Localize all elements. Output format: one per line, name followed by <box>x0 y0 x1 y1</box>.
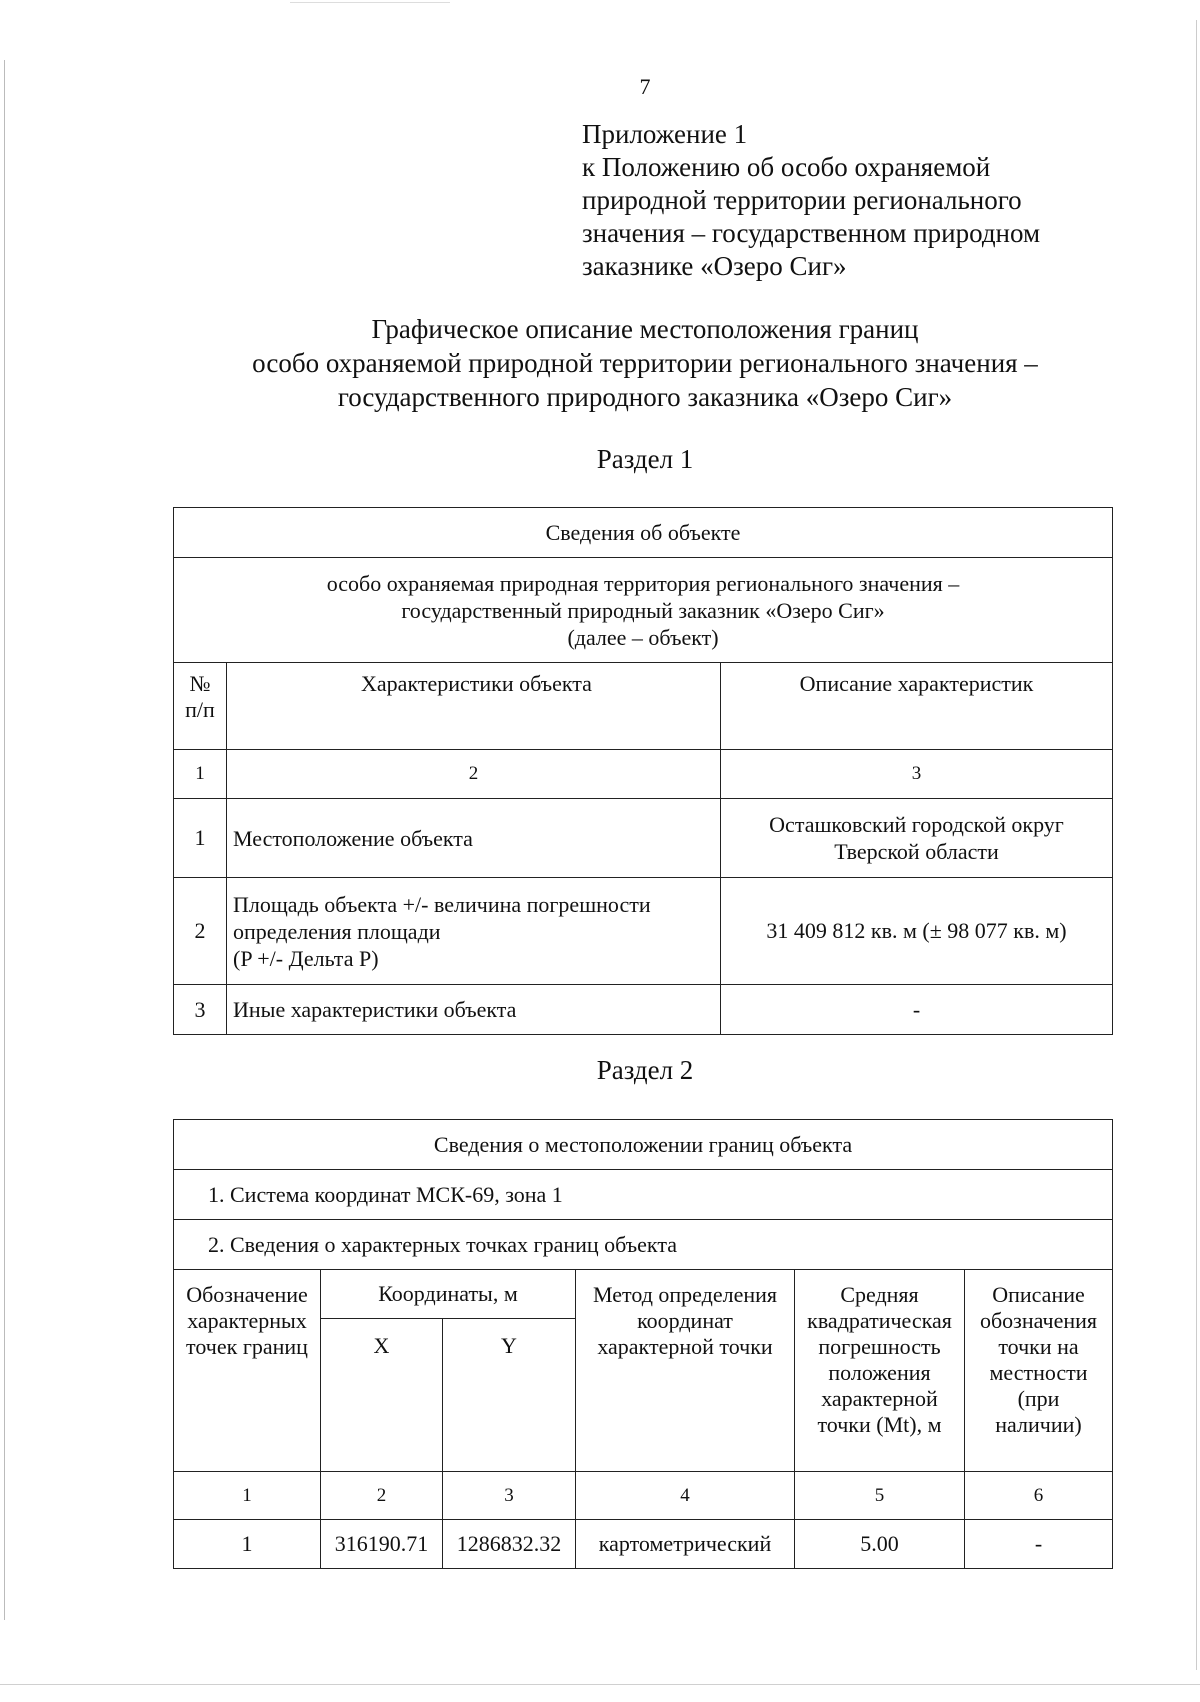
appendix-line: к Положению об особо охраняемой <box>582 152 991 182</box>
column-header-line: Обозначение <box>186 1282 308 1307</box>
column-number: 5 <box>795 1472 965 1520</box>
cell-line: Площадь объекта +/- величина погрешности <box>233 891 651 917</box>
column-header-note <box>965 1270 1113 1472</box>
row-description <box>721 799 1113 878</box>
column-header-line: характерной <box>821 1386 938 1411</box>
row-characteristic <box>227 985 721 1035</box>
table-title: Сведения об объекте <box>174 508 1113 558</box>
column-header-line: Средняя <box>840 1282 919 1307</box>
table-row <box>174 878 1113 985</box>
cell-line: Осташковский городской округ <box>769 812 1064 837</box>
point-y: 1286832.32 <box>443 1520 576 1569</box>
scan-edge-left <box>4 60 5 1620</box>
scan-edge-bottom <box>0 1684 1200 1685</box>
column-number: 1 <box>174 1472 321 1520</box>
point-error: 5.00 <box>795 1520 965 1569</box>
column-number: 4 <box>576 1472 795 1520</box>
cell-line: 31 409 812 кв. м (± 98 077 кв. м) <box>766 918 1067 943</box>
appendix-line: природной территории регионального <box>582 185 1022 215</box>
row-characteristic <box>227 878 721 985</box>
column-header-characteristics: Характеристики объекта <box>227 663 721 750</box>
object-info-table <box>173 507 1113 1035</box>
cell-line: - <box>912 996 921 1022</box>
point-designation: 1 <box>174 1520 321 1569</box>
object-line: государственный природный заказник «Озеро Сиг» <box>401 597 885 623</box>
row-characteristic <box>227 799 721 878</box>
coordinate-system-row: 1. Система координат МСК-69, зона 1 <box>174 1170 1113 1220</box>
title-line: Графическое описание местоположения границ <box>371 314 919 344</box>
row-number: 2 <box>174 878 227 985</box>
table-row <box>174 799 1113 878</box>
column-header-line: координат <box>637 1308 733 1333</box>
column-header-method <box>576 1270 795 1472</box>
appendix-line: Приложение 1 <box>582 119 748 149</box>
column-header-description: Описание характеристик <box>721 663 1113 750</box>
object-line: особо охраняемая природная территория регионального значения – <box>326 570 960 596</box>
column-header-line: точки (Mt), м <box>817 1412 942 1437</box>
column-header-line: погрешность <box>818 1334 941 1359</box>
document-title <box>160 312 1130 414</box>
row-description <box>721 878 1113 985</box>
scan-edge-right <box>1196 20 1197 1670</box>
point-method: картометрический <box>576 1520 795 1569</box>
column-number: 2 <box>227 750 721 799</box>
cell-line: определения площади <box>233 918 441 944</box>
column-header-line: положения <box>828 1360 931 1385</box>
column-header-line: наличии) <box>995 1412 1082 1437</box>
column-header-line: квадратическая <box>807 1308 952 1333</box>
column-header-y: Y <box>443 1319 576 1472</box>
boundary-points-table <box>173 1119 1113 1569</box>
column-number: 2 <box>321 1472 443 1520</box>
row-number: 1 <box>174 799 227 878</box>
cell-line: Иные характеристики объекта <box>233 997 517 1022</box>
column-header-line: п/п <box>185 697 215 722</box>
table-title: Сведения о местоположении границ объекта <box>174 1120 1113 1170</box>
column-header-line: точек границ <box>186 1334 308 1359</box>
title-line: государственного природного заказника «Озеро Сиг» <box>337 382 953 412</box>
appendix-block <box>582 118 1040 283</box>
column-number: 1 <box>174 750 227 799</box>
cell-line: Местоположение объекта <box>233 825 473 851</box>
cell-line: (P +/- Дельта P) <box>233 945 379 971</box>
section-1-heading: Раздел 1 <box>596 444 694 474</box>
column-header-line: Описание <box>992 1282 1085 1307</box>
column-header-line: (при <box>1017 1386 1060 1411</box>
column-header-line: обозначения <box>979 1308 1098 1333</box>
appendix-line: значения – государственном природном <box>582 218 1041 248</box>
column-header-line: № <box>189 671 211 696</box>
column-header-line: характерных <box>187 1308 307 1333</box>
column-header-error <box>795 1270 965 1472</box>
column-number: 3 <box>443 1472 576 1520</box>
column-number: 3 <box>721 750 1113 799</box>
column-header-x: X <box>321 1319 443 1472</box>
column-header-designation <box>174 1270 321 1472</box>
row-description <box>721 985 1113 1035</box>
scan-edge-top <box>290 2 450 3</box>
column-header-no <box>174 663 227 750</box>
table-row <box>174 1520 1113 1569</box>
points-info-row: 2. Сведения о характерных точках границ объекта <box>174 1220 1113 1270</box>
title-line: особо охраняемой природной территории регионального значения – <box>252 348 1038 378</box>
table-row <box>174 985 1113 1035</box>
column-header-line: местности <box>989 1360 1088 1385</box>
column-header-line: точки на <box>998 1334 1079 1359</box>
point-x: 316190.71 <box>321 1520 443 1569</box>
object-line: (далее – объект) <box>567 624 719 650</box>
appendix-line: заказнике «Озеро Сиг» <box>582 251 847 281</box>
row-number: 3 <box>174 985 227 1035</box>
column-header-line: Метод определения <box>592 1282 778 1307</box>
point-note: - <box>965 1520 1113 1569</box>
column-number: 6 <box>965 1472 1113 1520</box>
cell-line: Тверской области <box>834 839 999 864</box>
page-number: 7 <box>639 74 651 99</box>
section-2-heading: Раздел 2 <box>596 1055 694 1085</box>
column-header-coordinates: Координаты, м <box>321 1270 576 1319</box>
column-header-line: характерной точки <box>597 1334 773 1359</box>
object-name-cell <box>174 558 1113 663</box>
